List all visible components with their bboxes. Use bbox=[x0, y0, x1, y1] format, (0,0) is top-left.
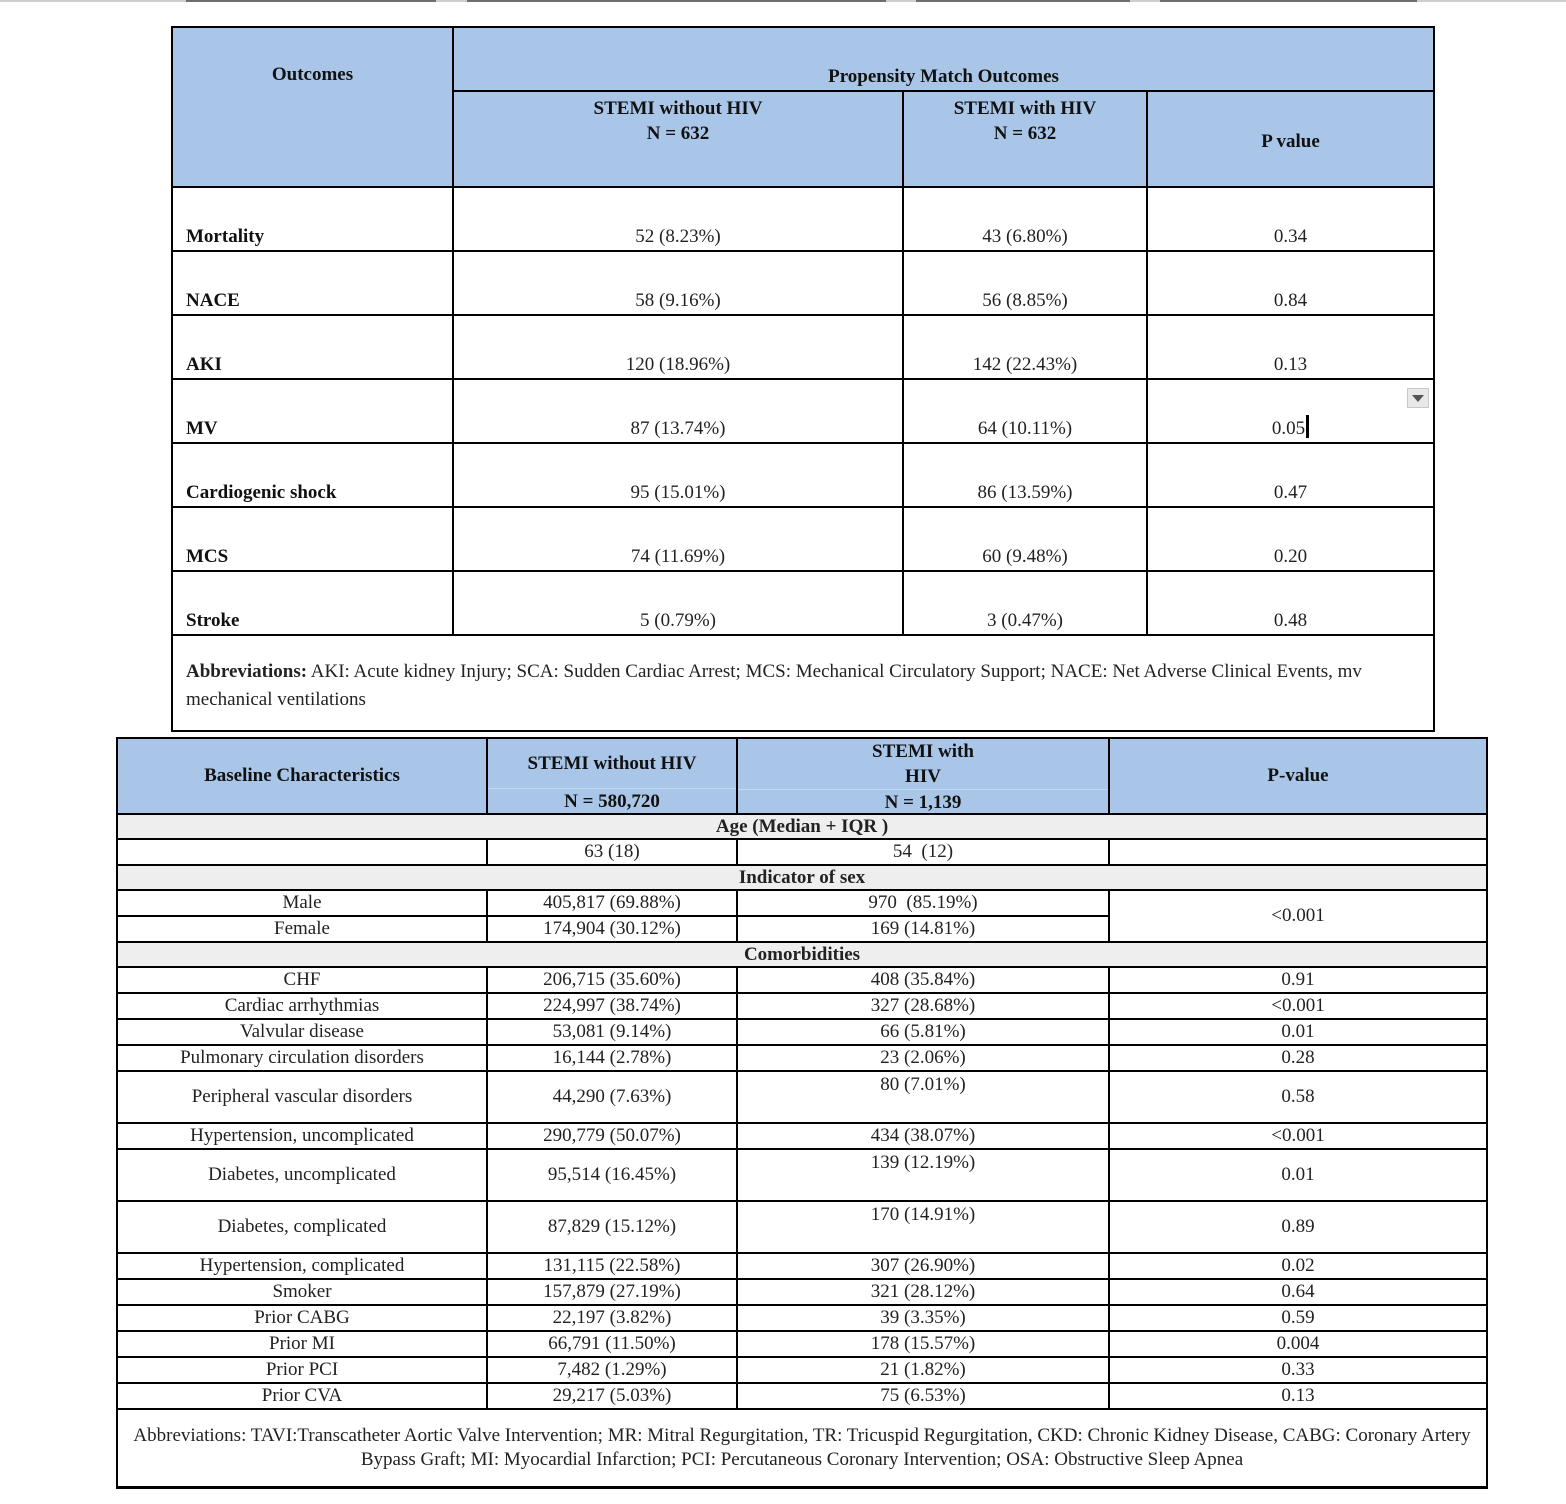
p-value: 0.34 bbox=[1147, 187, 1434, 251]
header-stemi-with-hiv-line2: HIV bbox=[905, 766, 941, 787]
previous-table-border-segment bbox=[916, 0, 1130, 2]
value-without-hiv: 74 (11.69%) bbox=[453, 507, 903, 571]
value-without-hiv: 95 (15.01%) bbox=[453, 443, 903, 507]
table-row bbox=[117, 1279, 1487, 1305]
characteristic-label: Peripheral vascular disorders bbox=[117, 1071, 487, 1123]
p-value: <0.001 bbox=[1109, 1123, 1487, 1149]
table-row bbox=[172, 379, 1434, 443]
characteristic-label: Pulmonary circulation disorders bbox=[117, 1045, 487, 1071]
header-stemi-with-hiv-n: N = 632 bbox=[993, 123, 1057, 144]
header-stemi-with-hiv-line1: STEMI with bbox=[872, 741, 974, 762]
value-without-hiv: 5 (0.79%) bbox=[453, 571, 903, 635]
abbreviations-note: Abbreviations: TAVI:Transcatheter Aortic Valve Intervention; MR: Mitral Regurgitation, TR: Tricuspid Regurgitation, CKD: Chronic Kidney Disease, CABG: Coronary Artery Bypass Graft; MI: Myocardial Infarction; PCI: Percutaneous Coronary Intervention; OSA: Obstructive Sleep Apnea bbox=[117, 1409, 1487, 1488]
value-without-hiv: 131,115 (22.58%) bbox=[487, 1253, 737, 1279]
abbreviations-label: Abbreviations: bbox=[186, 661, 308, 682]
section-row-age bbox=[117, 814, 1487, 839]
table-row bbox=[172, 315, 1434, 379]
previous-table-border-segment bbox=[467, 0, 886, 2]
value-without-hiv: 405,817 (69.88%) bbox=[487, 890, 737, 916]
table-row bbox=[117, 1201, 1487, 1253]
value-with-hiv: 21 (1.82%) bbox=[737, 1357, 1109, 1383]
value-without-hiv: 157,879 (27.19%) bbox=[487, 1279, 737, 1305]
value-with-hiv: 23 (2.06%) bbox=[737, 1045, 1109, 1071]
header-stemi-without-hiv-label: STEMI without HIV bbox=[593, 98, 763, 119]
header-p-value: P value bbox=[1147, 91, 1434, 187]
p-value: 0.59 bbox=[1109, 1305, 1487, 1331]
characteristic-label: Cardiac arrhythmias bbox=[117, 993, 487, 1019]
abbreviations-row bbox=[172, 635, 1434, 731]
p-value: 0.58 bbox=[1109, 1071, 1487, 1123]
table-row bbox=[117, 1071, 1487, 1123]
characteristic-label: Valvular disease bbox=[117, 1019, 487, 1045]
value-without-hiv: 44,290 (7.63%) bbox=[487, 1071, 737, 1123]
section-title-comorbidities: Comorbidities bbox=[117, 942, 1487, 967]
previous-table-border-segment bbox=[186, 0, 436, 2]
p-value bbox=[1109, 839, 1487, 865]
p-value: 0.13 bbox=[1109, 1383, 1487, 1409]
header-stemi-without-hiv-n: N = 632 bbox=[646, 123, 710, 144]
p-value: 0.89 bbox=[1109, 1201, 1487, 1253]
p-value: 0.02 bbox=[1109, 1253, 1487, 1279]
table-row bbox=[172, 443, 1434, 507]
table-row bbox=[117, 1019, 1487, 1045]
table-row bbox=[117, 967, 1487, 993]
value-without-hiv: 58 (9.16%) bbox=[453, 251, 903, 315]
p-value: 0.48 bbox=[1147, 571, 1434, 635]
outcome-label: MCS bbox=[172, 507, 453, 571]
value-with-hiv: 327 (28.68%) bbox=[737, 993, 1109, 1019]
p-value-editable-cell[interactable] bbox=[1147, 379, 1434, 443]
section-title-sex: Indicator of sex bbox=[117, 865, 1487, 890]
header-baseline-characteristics: Baseline Characteristics bbox=[117, 738, 487, 814]
previous-table-border-segment bbox=[1160, 0, 1417, 2]
p-value: 0.91 bbox=[1109, 967, 1487, 993]
baseline-characteristics-table bbox=[116, 737, 1488, 1489]
table-row bbox=[172, 251, 1434, 315]
characteristic-label bbox=[117, 839, 487, 865]
value-with-hiv: 970 (85.19%) bbox=[737, 890, 1109, 916]
header-propensity-match-outcomes: Propensity Match Outcomes bbox=[453, 27, 1434, 91]
table-row bbox=[172, 571, 1434, 635]
p-value: <0.001 bbox=[1109, 993, 1487, 1019]
table-row bbox=[117, 1149, 1487, 1201]
table-row bbox=[117, 1331, 1487, 1357]
value-without-hiv: 224,997 (38.74%) bbox=[487, 993, 737, 1019]
value-with-hiv: 434 (38.07%) bbox=[737, 1123, 1109, 1149]
value-with-hiv: 54 (12) bbox=[737, 839, 1109, 865]
p-value: 0.13 bbox=[1147, 315, 1434, 379]
p-value: 0.20 bbox=[1147, 507, 1434, 571]
outcome-label: Cardiogenic shock bbox=[172, 443, 453, 507]
baseline-header-row bbox=[117, 738, 1487, 814]
table-row bbox=[117, 1253, 1487, 1279]
value-without-hiv: 87,829 (15.12%) bbox=[487, 1201, 737, 1253]
value-without-hiv: 63 (18) bbox=[487, 839, 737, 865]
cell-dropdown-button[interactable] bbox=[1407, 388, 1429, 408]
abbreviations-note bbox=[172, 635, 1434, 731]
characteristic-label: Diabetes, uncomplicated bbox=[117, 1149, 487, 1201]
outcome-label: MV bbox=[172, 379, 453, 443]
outcome-label: AKI bbox=[172, 315, 453, 379]
header-stemi-with-hiv bbox=[903, 91, 1147, 187]
section-row-sex bbox=[117, 865, 1487, 890]
outcome-label: NACE bbox=[172, 251, 453, 315]
value-without-hiv: 29,217 (5.03%) bbox=[487, 1383, 737, 1409]
value-with-hiv: 64 (10.11%) bbox=[903, 379, 1147, 443]
value-without-hiv: 206,715 (35.60%) bbox=[487, 967, 737, 993]
header-stemi-without-hiv-n: N = 580,720 bbox=[564, 791, 660, 812]
p-value[interactable]: 0.05 bbox=[1271, 418, 1306, 439]
value-without-hiv: 87 (13.74%) bbox=[453, 379, 903, 443]
value-with-hiv: 170 (14.91%) bbox=[737, 1201, 1109, 1253]
characteristic-label: Prior PCI bbox=[117, 1357, 487, 1383]
header-stemi-with-hiv-label bbox=[738, 739, 1108, 790]
value-with-hiv: 321 (28.12%) bbox=[737, 1279, 1109, 1305]
table-row bbox=[117, 1383, 1487, 1409]
value-with-hiv: 169 (14.81%) bbox=[737, 916, 1109, 942]
table-row bbox=[117, 993, 1487, 1019]
header-stemi-with-hiv-n: N = 1,139 bbox=[884, 792, 962, 813]
table-row bbox=[172, 507, 1434, 571]
p-value-sex: <0.001 bbox=[1109, 890, 1487, 942]
text-cursor bbox=[1306, 415, 1309, 438]
value-without-hiv: 16,144 (2.78%) bbox=[487, 1045, 737, 1071]
p-value: 0.004 bbox=[1109, 1331, 1487, 1357]
characteristic-label: Prior CABG bbox=[117, 1305, 487, 1331]
table-row bbox=[117, 1357, 1487, 1383]
characteristic-label: Hypertension, uncomplicated bbox=[117, 1123, 487, 1149]
value-with-hiv: 75 (6.53%) bbox=[737, 1383, 1109, 1409]
outcome-label: Stroke bbox=[172, 571, 453, 635]
value-with-hiv: 43 (6.80%) bbox=[903, 187, 1147, 251]
p-value: 0.47 bbox=[1147, 443, 1434, 507]
p-value: 0.84 bbox=[1147, 251, 1434, 315]
value-with-hiv: 139 (12.19%) bbox=[737, 1149, 1109, 1201]
table-row bbox=[117, 839, 1487, 865]
value-without-hiv: 290,779 (50.07%) bbox=[487, 1123, 737, 1149]
header-p-value: P-value bbox=[1109, 738, 1487, 814]
characteristic-label: Hypertension, complicated bbox=[117, 1253, 487, 1279]
value-without-hiv: 120 (18.96%) bbox=[453, 315, 903, 379]
section-row-comorbidities bbox=[117, 942, 1487, 967]
value-with-hiv: 307 (26.90%) bbox=[737, 1253, 1109, 1279]
header-stemi-with-hiv bbox=[737, 738, 1109, 814]
characteristic-label: Prior MI bbox=[117, 1331, 487, 1357]
value-without-hiv: 66,791 (11.50%) bbox=[487, 1331, 737, 1357]
value-without-hiv: 7,482 (1.29%) bbox=[487, 1357, 737, 1383]
value-without-hiv: 174,904 (30.12%) bbox=[487, 916, 737, 942]
characteristic-label: Prior CVA bbox=[117, 1383, 487, 1409]
characteristic-label: Male bbox=[117, 890, 487, 916]
characteristic-label: Diabetes, complicated bbox=[117, 1201, 487, 1253]
p-value: 0.01 bbox=[1109, 1019, 1487, 1045]
header-stemi-without-hiv-label: STEMI without HIV bbox=[488, 739, 736, 789]
value-with-hiv: 142 (22.43%) bbox=[903, 315, 1147, 379]
characteristic-label: CHF bbox=[117, 967, 487, 993]
comorbidities-body bbox=[117, 967, 1487, 1409]
header-stemi-without-hiv bbox=[487, 738, 737, 814]
p-value: 0.01 bbox=[1109, 1149, 1487, 1201]
header-stemi-with-hiv-label: STEMI with HIV bbox=[953, 98, 1097, 119]
value-with-hiv: 408 (35.84%) bbox=[737, 967, 1109, 993]
value-with-hiv: 66 (5.81%) bbox=[737, 1019, 1109, 1045]
outcome-label: Mortality bbox=[172, 187, 453, 251]
value-without-hiv: 22,197 (3.82%) bbox=[487, 1305, 737, 1331]
abbreviations-row bbox=[117, 1409, 1487, 1488]
value-without-hiv: 53,081 (9.14%) bbox=[487, 1019, 737, 1045]
value-with-hiv: 39 (3.35%) bbox=[737, 1305, 1109, 1331]
value-with-hiv: 3 (0.47%) bbox=[903, 571, 1147, 635]
p-value: 0.64 bbox=[1109, 1279, 1487, 1305]
value-without-hiv: 95,514 (16.45%) bbox=[487, 1149, 737, 1201]
header-stemi-without-hiv bbox=[453, 91, 903, 187]
p-value: 0.28 bbox=[1109, 1045, 1487, 1071]
value-with-hiv: 56 (8.85%) bbox=[903, 251, 1147, 315]
table-row bbox=[172, 187, 1434, 251]
abbreviations-text: AKI: Acute kidney Injury; SCA: Sudden Cardiac Arrest; MCS: Mechanical Circulatory Support; NACE: Net Adverse Clinical Events, mv mechanical ventilations bbox=[186, 661, 1362, 710]
value-with-hiv: 60 (9.48%) bbox=[903, 507, 1147, 571]
value-without-hiv: 52 (8.23%) bbox=[453, 187, 903, 251]
table-row bbox=[117, 1305, 1487, 1331]
value-with-hiv: 178 (15.57%) bbox=[737, 1331, 1109, 1357]
value-with-hiv: 80 (7.01%) bbox=[737, 1071, 1109, 1123]
outcomes-table bbox=[171, 26, 1435, 732]
table-row bbox=[117, 1045, 1487, 1071]
p-value: 0.33 bbox=[1109, 1357, 1487, 1383]
value-with-hiv: 86 (13.59%) bbox=[903, 443, 1147, 507]
characteristic-label: Smoker bbox=[117, 1279, 487, 1305]
table-row bbox=[117, 1123, 1487, 1149]
section-title-age: Age (Median + IQR ) bbox=[117, 814, 1487, 839]
characteristic-label: Female bbox=[117, 916, 487, 942]
header-outcomes: Outcomes bbox=[172, 27, 453, 187]
outcomes-header-row bbox=[172, 27, 1434, 91]
table-row bbox=[117, 890, 1487, 916]
